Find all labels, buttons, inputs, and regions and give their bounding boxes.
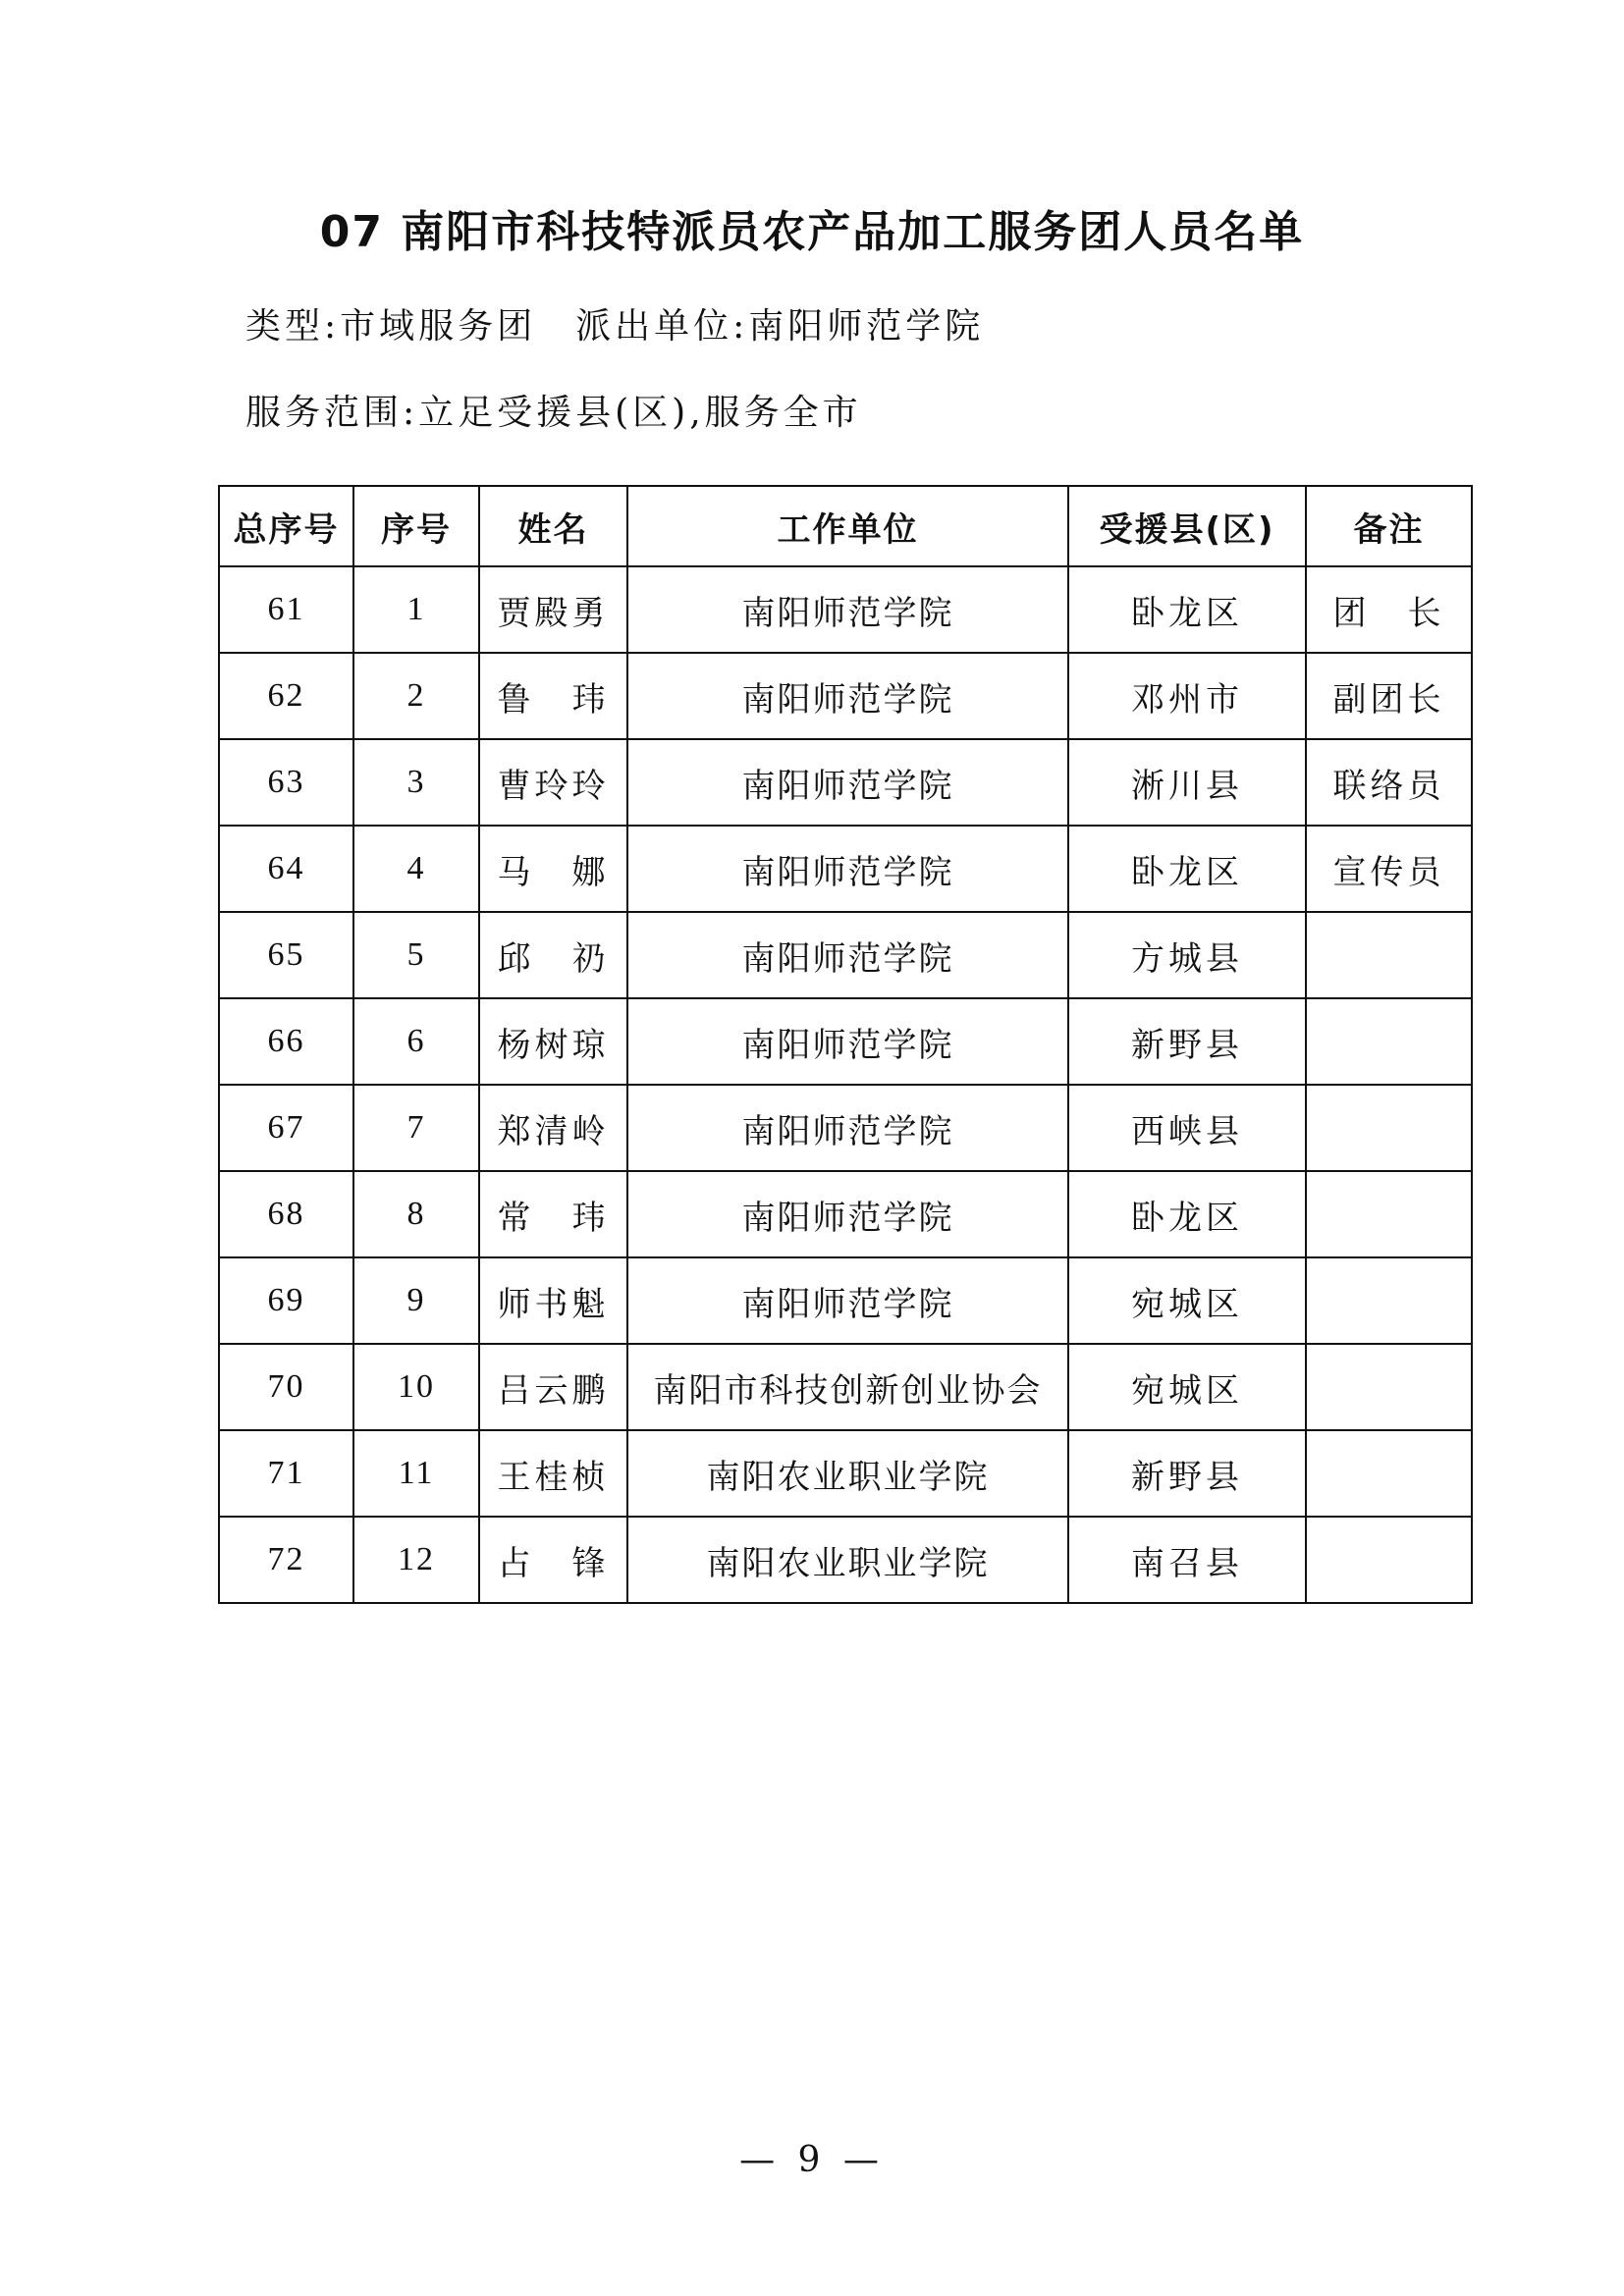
cell-total-no: 68 (219, 1171, 353, 1257)
cell-no: 3 (353, 739, 479, 826)
cell-no: 4 (353, 826, 479, 912)
cell-note (1306, 1430, 1472, 1517)
cell-work-unit: 南阳师范学院 (627, 739, 1068, 826)
table-row (219, 1517, 1472, 1603)
cell-note (1306, 998, 1472, 1085)
cell-total-no: 61 (219, 566, 353, 653)
cell-work-unit: 南阳师范学院 (627, 998, 1068, 1085)
scope-value: 立足受援县(区),服务全市 (418, 393, 862, 433)
cell-total-no: 71 (219, 1430, 353, 1517)
cell-name: 邱 礽 (479, 912, 627, 998)
table-header-row (219, 486, 1472, 566)
cell-county: 邓州市 (1068, 653, 1306, 739)
cell-note (1306, 912, 1472, 998)
cell-work-unit: 南阳农业职业学院 (627, 1517, 1068, 1603)
cell-work-unit: 南阳农业职业学院 (627, 1430, 1068, 1517)
table-row (219, 566, 1472, 653)
cell-total-no: 70 (219, 1344, 353, 1430)
cell-no: 6 (353, 998, 479, 1085)
page-title: 07 南阳市科技特派员农产品加工服务团人员名单 (319, 207, 1305, 257)
cell-no: 2 (353, 653, 479, 739)
dispatch-unit-label: 派出单位: (575, 306, 749, 347)
cell-name: 吕云鹏 (479, 1344, 627, 1430)
cell-name: 鲁 玮 (479, 653, 627, 739)
cell-work-unit: 南阳师范学院 (627, 653, 1068, 739)
cell-total-no: 67 (219, 1085, 353, 1171)
cell-work-unit: 南阳师范学院 (627, 1085, 1068, 1171)
cell-county: 淅川县 (1068, 739, 1306, 826)
type-label: 类型: (245, 306, 341, 347)
table-row (219, 1085, 1472, 1171)
cell-total-no: 62 (219, 653, 353, 739)
cell-county: 西峡县 (1068, 1085, 1306, 1171)
cell-note: 团 长 (1306, 566, 1472, 653)
cell-no: 11 (353, 1430, 479, 1517)
cell-no: 10 (353, 1344, 479, 1430)
cell-county: 卧龙区 (1068, 1171, 1306, 1257)
cell-no: 1 (353, 566, 479, 653)
cell-county: 宛城区 (1068, 1344, 1306, 1430)
cell-work-unit: 南阳市科技创新创业协会 (627, 1344, 1068, 1430)
cell-total-no: 69 (219, 1257, 353, 1344)
cell-no: 8 (353, 1171, 479, 1257)
cell-total-no: 64 (219, 826, 353, 912)
cell-note: 宣传员 (1306, 826, 1472, 912)
cell-note (1306, 1171, 1472, 1257)
header-note: 备注 (1306, 486, 1472, 566)
header-name: 姓名 (479, 486, 627, 566)
table-row (219, 1257, 1472, 1344)
header-work-unit: 工作单位 (627, 486, 1068, 566)
cell-county: 新野县 (1068, 1430, 1306, 1517)
page-number: — 9 — (739, 2140, 885, 2180)
cell-note (1306, 1344, 1472, 1430)
roster-table (218, 485, 1473, 1604)
table-row (219, 653, 1472, 739)
cell-note: 副团长 (1306, 653, 1472, 739)
cell-county: 新野县 (1068, 998, 1306, 1085)
cell-county: 方城县 (1068, 912, 1306, 998)
cell-name: 曹玲玲 (479, 739, 627, 826)
cell-work-unit: 南阳师范学院 (627, 826, 1068, 912)
cell-note (1306, 1085, 1472, 1171)
cell-total-no: 66 (219, 998, 353, 1085)
table-row (219, 826, 1472, 912)
type-value: 市域服务团 (340, 306, 537, 347)
meta-line-type-unit (245, 298, 984, 348)
cell-total-no: 63 (219, 739, 353, 826)
cell-name: 师书魁 (479, 1257, 627, 1344)
cell-name: 王桂桢 (479, 1430, 627, 1517)
scope-label: 服务范围: (245, 393, 419, 433)
table-row (219, 912, 1472, 998)
cell-note (1306, 1517, 1472, 1603)
header-total-no: 总序号 (219, 486, 353, 566)
dispatch-unit-value: 南阳师范学院 (748, 306, 985, 347)
cell-county: 宛城区 (1068, 1257, 1306, 1344)
cell-work-unit: 南阳师范学院 (627, 1171, 1068, 1257)
cell-name: 贾殿勇 (479, 566, 627, 653)
cell-county: 卧龙区 (1068, 826, 1306, 912)
cell-county: 南召县 (1068, 1517, 1306, 1603)
cell-no: 7 (353, 1085, 479, 1171)
cell-note: 联络员 (1306, 739, 1472, 826)
cell-work-unit: 南阳师范学院 (627, 1257, 1068, 1344)
cell-no: 12 (353, 1517, 479, 1603)
header-county: 受援县(区) (1068, 486, 1306, 566)
table-row (219, 1344, 1472, 1430)
cell-name: 常 玮 (479, 1171, 627, 1257)
cell-note (1306, 1257, 1472, 1344)
cell-total-no: 65 (219, 912, 353, 998)
table-row (219, 998, 1472, 1085)
table-row (219, 739, 1472, 826)
header-no: 序号 (353, 486, 479, 566)
cell-no: 9 (353, 1257, 479, 1344)
table-row (219, 1430, 1472, 1517)
cell-name: 马 娜 (479, 826, 627, 912)
cell-name: 郑清岭 (479, 1085, 627, 1171)
cell-total-no: 72 (219, 1517, 353, 1603)
table-body (219, 566, 1472, 1603)
cell-no: 5 (353, 912, 479, 998)
meta-line-scope (245, 385, 862, 435)
cell-name: 占 锋 (479, 1517, 627, 1603)
cell-county: 卧龙区 (1068, 566, 1306, 653)
cell-work-unit: 南阳师范学院 (627, 912, 1068, 998)
cell-work-unit: 南阳师范学院 (627, 566, 1068, 653)
cell-name: 杨树琼 (479, 998, 627, 1085)
table-row (219, 1171, 1472, 1257)
